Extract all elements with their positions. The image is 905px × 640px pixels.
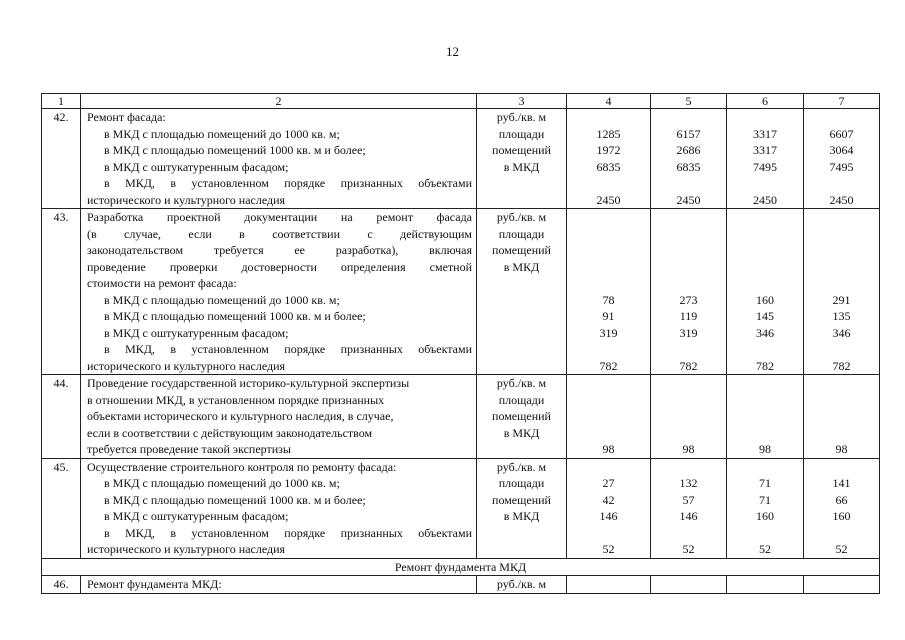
value-line: 160 xyxy=(832,509,851,523)
value-line xyxy=(567,425,650,442)
row-description xyxy=(81,109,477,209)
description-line: Ремонт фундамента МКД: xyxy=(87,577,222,591)
value-line: 98 xyxy=(759,442,771,456)
header-cell-2: 2 xyxy=(81,94,477,109)
value-line xyxy=(651,275,726,292)
description-line: в МКД с оштукатуренным фасадом; xyxy=(104,159,289,174)
value-line: 2450 xyxy=(676,192,701,207)
row-description xyxy=(81,209,477,375)
value-cell-c4 xyxy=(567,209,651,375)
value-cell-c6 xyxy=(727,458,804,558)
unit-line: площади xyxy=(498,392,545,407)
value-line xyxy=(567,209,650,226)
row-number: 44. xyxy=(42,375,81,459)
value-line: 71 xyxy=(759,492,771,507)
description-line: Проведение государственной историко-культурной экспертизы xyxy=(87,376,410,390)
value-line: 2686 xyxy=(676,143,701,157)
description-line: в МКД, в установленном порядке признанных объектами xyxy=(104,525,472,540)
unit-line: в МКД xyxy=(503,159,540,174)
description-line: (в случае, если в соответствии с действующим xyxy=(87,226,472,241)
value-line: 57 xyxy=(682,492,695,507)
value-line: 52 xyxy=(602,542,615,556)
row-number: 43. xyxy=(42,209,81,375)
value-line xyxy=(804,375,879,392)
unit-line: помещений xyxy=(492,243,551,257)
value-cell-c5 xyxy=(651,458,727,558)
value-cell-c4 xyxy=(567,375,651,459)
unit-cell xyxy=(477,458,567,558)
row-description xyxy=(81,576,477,594)
description-line: исторического и культурного наследия xyxy=(87,358,286,373)
value-line xyxy=(651,525,726,542)
value-line: 119 xyxy=(679,309,698,323)
unit-line xyxy=(477,325,566,342)
value-line xyxy=(804,226,879,243)
header-cell-7: 7 xyxy=(804,94,880,109)
header-cell-4: 4 xyxy=(567,94,651,109)
value-line xyxy=(804,459,879,476)
header-cell-3: 3 xyxy=(477,94,567,109)
value-line: 782 xyxy=(599,358,618,373)
value-cell-c7 xyxy=(804,375,880,459)
value-line xyxy=(804,275,879,292)
value-line xyxy=(651,408,726,425)
value-line xyxy=(804,242,879,259)
value-cell-c6 xyxy=(727,576,804,594)
unit-line: помещений xyxy=(492,143,551,157)
table-row xyxy=(42,576,880,594)
value-line xyxy=(727,341,803,358)
value-cell-c4 xyxy=(567,109,651,209)
table-row xyxy=(42,458,880,558)
description-line: Осуществление строительного контроля по ремонту фасада: xyxy=(87,459,397,474)
value-line xyxy=(804,525,879,542)
value-line xyxy=(651,242,726,259)
value-cell-c7 xyxy=(804,209,880,375)
value-line: 160 xyxy=(756,292,774,307)
unit-line xyxy=(477,341,566,358)
value-cell-c5 xyxy=(651,375,727,459)
description-line: стоимости на ремонт фасада: xyxy=(87,276,237,290)
value-line xyxy=(727,392,803,409)
value-line xyxy=(651,459,726,476)
unit-cell xyxy=(477,375,567,459)
value-line: 71 xyxy=(759,476,771,490)
value-line: 782 xyxy=(832,358,851,373)
value-line: 42 xyxy=(602,492,615,507)
description-line: в МКД с площадью помещений 1000 кв. м и более; xyxy=(104,143,366,157)
value-line xyxy=(727,226,803,243)
value-line xyxy=(727,459,803,476)
unit-line xyxy=(477,441,566,458)
value-line xyxy=(727,109,803,126)
unit-line xyxy=(477,525,566,542)
value-line xyxy=(651,425,726,442)
value-line: 7495 xyxy=(753,159,777,174)
value-cell-c7 xyxy=(804,109,880,209)
row-number: 42. xyxy=(42,109,81,209)
value-cell-c5 xyxy=(651,576,727,594)
description-line: Разработка проектной документации на ремонт фасада xyxy=(87,210,472,224)
value-line: 319 xyxy=(679,325,698,340)
value-line xyxy=(727,525,803,542)
description-line: в МКД с площадью помещений 1000 кв. м и более; xyxy=(104,309,366,323)
value-cell-c7 xyxy=(804,458,880,558)
description-line: требуется проведение такой экспертизы xyxy=(87,442,291,456)
unit-line: руб./кв. м xyxy=(496,210,547,224)
value-line: 146 xyxy=(599,509,618,523)
value-line xyxy=(727,175,803,192)
value-line xyxy=(567,408,650,425)
description-line: исторического и культурного наследия xyxy=(87,192,286,207)
value-line: 52 xyxy=(682,542,695,556)
value-line: 346 xyxy=(756,325,774,340)
value-line xyxy=(651,175,726,192)
description-line: законодательством требуется ее разработка), включая xyxy=(87,243,472,257)
value-line xyxy=(651,209,726,226)
value-line: 2450 xyxy=(829,192,854,207)
value-line xyxy=(727,209,803,226)
description-line: в МКД с площадью помещений 1000 кв. м и более; xyxy=(104,492,366,507)
value-line: 319 xyxy=(599,325,618,340)
table-row xyxy=(42,109,880,209)
value-line xyxy=(804,392,879,409)
value-line: 91 xyxy=(602,309,615,323)
value-line xyxy=(567,375,650,392)
unit-line: руб./кв. м xyxy=(496,459,547,474)
section-title: Ремонт фундамента МКД xyxy=(42,558,880,576)
value-line xyxy=(804,408,879,425)
unit-cell xyxy=(477,109,567,209)
value-line: 346 xyxy=(832,325,851,340)
description-line: в МКД с оштукатуренным фасадом; xyxy=(104,325,289,340)
value-line xyxy=(804,109,879,126)
value-line: 98 xyxy=(682,442,695,456)
value-line xyxy=(567,109,650,126)
value-line: 6835 xyxy=(676,159,701,174)
value-line xyxy=(804,259,879,276)
unit-cell xyxy=(477,576,567,594)
value-line xyxy=(727,425,803,442)
value-cell-c4 xyxy=(567,576,651,594)
description-line: объектами исторического и культурного наследия, в случае, xyxy=(87,409,394,423)
description-line: в МКД с площадью помещений до 1000 кв. м; xyxy=(104,476,340,490)
description-line: в МКД, в установленном порядке признанных объектами xyxy=(104,176,472,190)
value-line xyxy=(567,341,650,358)
value-line xyxy=(727,242,803,259)
unit-cell xyxy=(477,209,567,375)
value-line: 132 xyxy=(679,476,698,490)
value-line: 6157 xyxy=(676,126,701,141)
table-row xyxy=(42,209,880,375)
header-cell-5: 5 xyxy=(651,94,727,109)
value-cell-c6 xyxy=(727,375,804,459)
section-row xyxy=(42,558,880,576)
value-line: 160 xyxy=(756,509,774,523)
unit-line: площади xyxy=(498,226,545,241)
value-line: 66 xyxy=(835,492,848,507)
page-number: 12 xyxy=(446,44,459,59)
unit-line xyxy=(477,292,566,309)
value-line: 782 xyxy=(756,358,774,373)
unit-line xyxy=(477,541,566,558)
value-cell-c5 xyxy=(651,209,727,375)
description-line: в МКД с оштукатуренным фасадом; xyxy=(104,509,289,523)
value-line xyxy=(567,392,650,409)
value-line xyxy=(804,175,879,192)
unit-line: в МКД xyxy=(503,259,540,274)
header-cell-1: 1 xyxy=(42,94,81,109)
description-line: если в соответствии с действующим законодательством xyxy=(87,425,373,440)
tariff-table xyxy=(41,93,880,594)
unit-line: руб./кв. м xyxy=(496,110,547,124)
unit-line xyxy=(477,175,566,192)
value-line: 3317 xyxy=(753,126,777,141)
value-line xyxy=(727,275,803,292)
value-cell-c7 xyxy=(804,576,880,594)
value-line xyxy=(727,259,803,276)
value-line xyxy=(567,226,650,243)
value-cell-c6 xyxy=(727,109,804,209)
value-line: 3317 xyxy=(753,143,777,157)
value-line xyxy=(804,209,879,226)
value-line xyxy=(727,408,803,425)
value-line xyxy=(651,375,726,392)
value-line xyxy=(651,392,726,409)
row-description xyxy=(81,458,477,558)
value-cell-c5 xyxy=(651,109,727,209)
description-line: в отношении МКД, в установленном порядке признанных xyxy=(87,392,385,407)
value-line: 782 xyxy=(679,358,698,373)
value-line: 2450 xyxy=(753,192,777,207)
value-line xyxy=(804,425,879,442)
unit-line: помещений xyxy=(492,409,551,423)
table-body xyxy=(42,94,880,594)
value-line: 98 xyxy=(835,442,848,456)
unit-line xyxy=(477,192,566,209)
row-number: 46. xyxy=(42,576,81,594)
value-line: 3064 xyxy=(829,143,854,157)
description-line: проведение проверки достоверности определения сметной xyxy=(87,259,472,274)
value-line: 98 xyxy=(602,442,615,456)
value-line: 145 xyxy=(756,309,774,323)
unit-line: в МКД xyxy=(503,425,540,440)
value-line: 1972 xyxy=(596,143,621,157)
row-number: 45. xyxy=(42,458,81,558)
header-row xyxy=(42,94,880,109)
row-description xyxy=(81,375,477,459)
unit-line: в МКД xyxy=(503,509,540,523)
unit-line: помещений xyxy=(492,492,551,507)
value-line: 141 xyxy=(832,476,851,490)
value-line: 273 xyxy=(679,292,698,307)
unit-line: руб./кв. м xyxy=(496,376,547,390)
unit-line xyxy=(477,308,566,325)
value-line: 1285 xyxy=(596,126,621,141)
value-line xyxy=(567,175,650,192)
value-line xyxy=(651,226,726,243)
value-line xyxy=(567,525,650,542)
unit-line: руб./кв. м xyxy=(496,577,547,591)
value-line: 52 xyxy=(835,542,848,556)
value-line: 135 xyxy=(832,309,851,323)
value-line: 146 xyxy=(679,509,698,523)
description-line: в МКД с площадью помещений до 1000 кв. м; xyxy=(104,126,340,141)
description-line: исторического и культурного наследия xyxy=(87,542,286,556)
value-line xyxy=(567,459,650,476)
value-line xyxy=(651,259,726,276)
value-line xyxy=(567,275,650,292)
unit-line xyxy=(477,358,566,375)
unit-line: площади xyxy=(498,126,545,141)
value-line: 6835 xyxy=(596,159,621,174)
unit-line xyxy=(477,275,566,292)
value-line: 291 xyxy=(832,292,851,307)
value-line: 7495 xyxy=(829,159,854,174)
value-line: 52 xyxy=(759,542,771,556)
value-line xyxy=(651,109,726,126)
value-line xyxy=(567,242,650,259)
value-line xyxy=(727,375,803,392)
value-line xyxy=(804,341,879,358)
value-line: 78 xyxy=(602,292,615,307)
description-line: в МКД, в установленном порядке признанных объектами xyxy=(104,342,472,356)
value-line: 27 xyxy=(602,476,615,490)
table-row xyxy=(42,375,880,459)
value-cell-c4 xyxy=(567,458,651,558)
header-cell-6: 6 xyxy=(727,94,804,109)
description-line: в МКД с площадью помещений до 1000 кв. м; xyxy=(104,292,340,307)
unit-line: площади xyxy=(498,476,545,490)
value-line: 2450 xyxy=(596,192,621,207)
value-line xyxy=(651,341,726,358)
value-cell-c6 xyxy=(727,209,804,375)
value-line: 6607 xyxy=(829,126,854,141)
description-line: Ремонт фасада: xyxy=(87,110,166,124)
value-line xyxy=(567,259,650,276)
